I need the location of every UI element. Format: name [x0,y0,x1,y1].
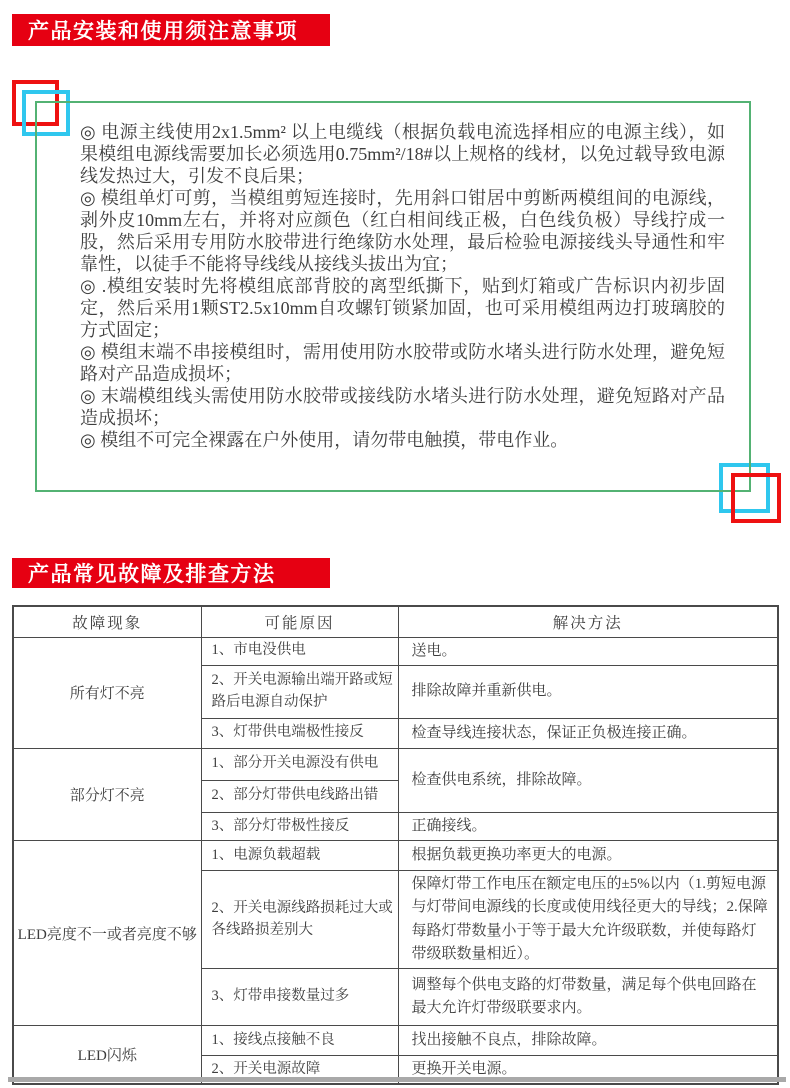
cause-cell: 2、部分灯带供电线路出错 [201,780,398,812]
note-module-end-waterproof: ◎ 模组末端不串接模组时，需用使用防水胶带或防水堵头进行防水处理，避免短路对产品造成损坏； [80,342,725,384]
solution-cell: 送电。 [398,637,778,665]
note-module-cutting: ◎ 模组单灯可剪，当模组剪短连接时，先用斜口钳居中剪断两模组间的电源线，剥外皮10mm左右，并将对应颜色（红白相间线正极，白色线负极）导线拧成一股，然后采用专用防水胶带进行绝缘防水处理，最后检验电源接线头导通性和牢靠性，以徒手不能将导线线从接线头拔出为宜； [80,188,725,274]
cause-cell: 1、电源负载超载 [201,841,398,871]
header-fault-phenomenon: 故障现象 [13,606,201,637]
table-row [13,637,778,665]
cause-cell: 1、市电没供电 [201,637,398,665]
solution-cell: 找出接触不良点，排除故障。 [398,1026,778,1056]
troubleshooting-section-banner [12,558,330,588]
phenomenon-led-flicker: LED闪烁 [13,1026,201,1085]
installation-section-banner [12,14,330,46]
header-possible-cause: 可能原因 [201,606,398,637]
solution-cell: 根据负载更换功率更大的电源。 [398,841,778,871]
table-row [13,748,778,780]
bottom-divider [8,1077,786,1082]
solution-cell: 正确接线。 [398,812,778,840]
solution-cell: 更换开关电源。 [398,1056,778,1085]
troubleshooting-section-title: 产品常见故障及排查方法 [28,563,276,586]
solution-cell: 检查供电系统，排除故障。 [398,748,778,812]
solution-cell: 排除故障并重新供电。 [398,665,778,718]
decor-red-square-bottomright [731,473,781,523]
cause-cell: 1、部分开关电源没有供电 [201,748,398,780]
cause-cell: 2、开关电源线路损耗过大或各线路损差别大 [201,871,398,969]
solution-cell: 调整每个供电支路的灯带数量，满足每个供电回路在最大允许灯带级联要求内。 [398,969,778,1026]
phenomenon-led-brightness: LED亮度不一或者亮度不够 [13,841,201,1026]
cause-cell: 2、开关电源故障 [201,1056,398,1085]
troubleshooting-table [12,605,779,1085]
cause-cell: 3、部分灯带极性接反 [201,812,398,840]
phenomenon-some-lights-off: 部分灯不亮 [13,748,201,840]
cause-cell: 1、接线点接触不良 [201,1026,398,1056]
note-module-mounting: ◎ .模组安装时先将模组底部背胶的离型纸撕下，贴到灯箱或广告标识内初步固定，然后采用1颗ST2.5x10mm自攻螺钉锁紧加固，也可采用模组两边打玻璃胶的方式固定； [80,276,725,340]
solution-cell: 检查导线连接状态，保证正负极连接正确。 [398,718,778,748]
table-row [13,841,778,871]
cause-cell: 2、开关电源输出端开路或短路后电源自动保护 [201,665,398,718]
table-row [13,1026,778,1056]
installation-notes-box [35,101,751,492]
cause-cell: 3、灯带供电端极性接反 [201,718,398,748]
phenomenon-all-lights-off: 所有灯不亮 [13,637,201,748]
header-solution: 解决方法 [398,606,778,637]
note-no-outdoor-exposure: ◎ 模组不可完全裸露在户外使用，请勿带电触摸，带电作业。 [80,430,569,450]
installation-section-title: 产品安装和使用须注意事项 [28,20,298,43]
solution-cell: 保障灯带工作电压在额定电压的±5%以内（1.剪短电源与灯带间电源线的长度或使用线径更大的导线；2.保障每路灯带数量小于等于最大允许级联数，并使每路灯带级联数量相近）。 [398,871,778,969]
table-header-row [13,606,778,637]
note-end-wire-waterproof: ◎ 末端模组线头需使用防水胶带或接线防水堵头进行防水处理，避免短路对产品造成损坏； [80,386,725,428]
note-power-main-wire: ◎ 电源主线使用2x1.5mm² 以上电缆线（根据负载电流选择相应的电源主线），如果模组电源线需要加长必须选用0.75mm²/18#以上规格的线材，以免过载导致电源线发热过大，引发不良后果； [80,122,725,186]
cause-cell: 3、灯带串接数量过多 [201,969,398,1026]
